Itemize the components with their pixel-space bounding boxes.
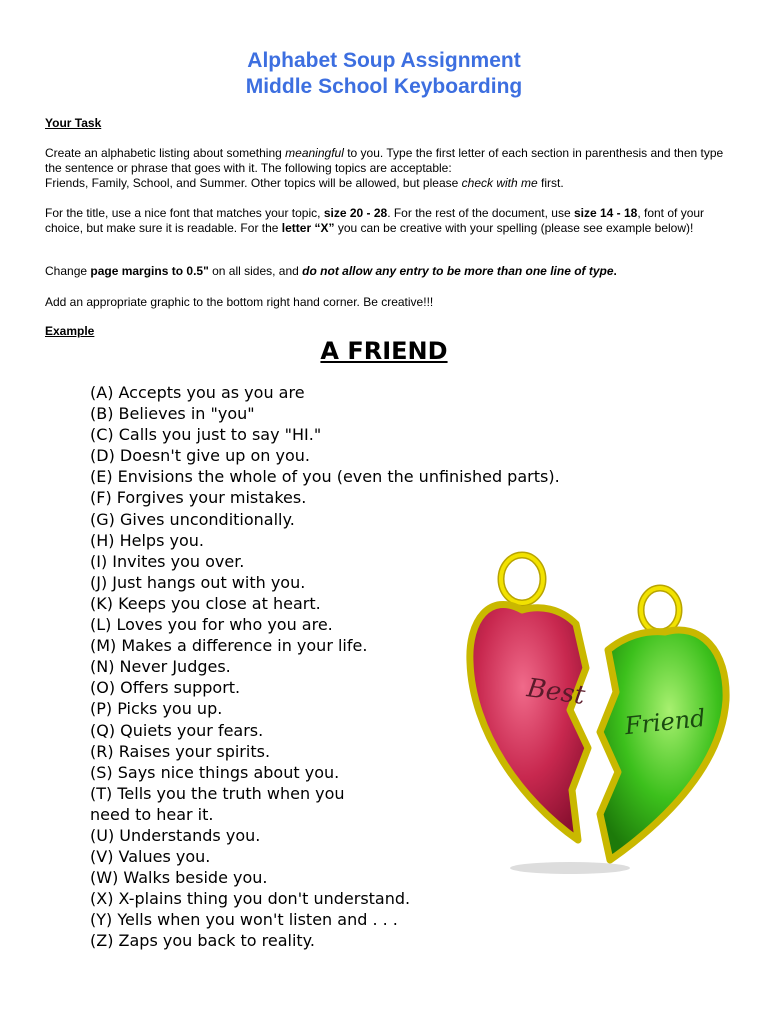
emphasis-letter-x: letter “X” (281, 221, 335, 235)
list-item: (J) Just hangs out with you. (90, 572, 306, 592)
right-heart-half (600, 630, 726, 860)
text-run: . For the rest of the document, use (387, 206, 574, 220)
list-item: (F) Forgives your mistakes. (90, 488, 307, 508)
list-item: (Z) Zaps you back to reality. (90, 931, 315, 951)
list-item: (E) Envisions the whole of you (even the unfinished parts). (90, 467, 560, 487)
best-label: Best (525, 673, 587, 712)
emphasis-margins: page margins to 0.5" (90, 264, 209, 278)
list-item: (G) Gives unconditionally. (90, 509, 295, 529)
list-item: (D) Doesn't give up on you. (90, 446, 310, 466)
emphasis-body-size: size 14 - 18 (573, 206, 638, 220)
list-item: (Q) Quiets your fears. (90, 720, 264, 740)
text-run: , font of your choice, but make sure it is readable. For the (45, 206, 705, 235)
list-item: (M) Makes a difference in your life. (90, 636, 368, 656)
list-item: (L) Loves you for who you are. (90, 615, 333, 635)
list-item: (O) Offers support. (90, 678, 241, 698)
document-title-line2: Middle School Keyboarding (245, 75, 523, 98)
emphasis-check-with-me: check with me (461, 176, 538, 190)
text-run: first. (537, 176, 564, 190)
list-item: (X) X-plains thing you don't understand. (90, 889, 411, 909)
list-item: (A) Accepts you as you are (90, 383, 305, 402)
list-item: (P) Picks you up. (90, 699, 223, 719)
list-item: (Y) Yells when you won't listen and . . . (90, 910, 398, 930)
right-ring-highlight (641, 588, 679, 632)
text-run: you can be creative with your spelling (please see example below)! (334, 221, 694, 235)
task-paragraph-3 (45, 264, 725, 279)
text-run: For the title, use a nice font that matches your topic, (45, 206, 324, 220)
emphasis-meaningful: meaningful (285, 146, 344, 160)
text-run: Friends, Family, School, and Summer. Other topics will be allowed, but please (45, 176, 462, 190)
text-run: Change (45, 264, 91, 278)
list-item: (H) Helps you. (90, 530, 204, 550)
list-item: (N) Never Judges. (90, 657, 231, 677)
list-item: (B) Believes in "you" (90, 404, 255, 424)
shadow (510, 862, 630, 874)
text-run: . (613, 264, 617, 278)
list-item: (C) Calls you just to say "HI." (90, 425, 322, 445)
emphasis-title-size: size 20 - 28 (323, 206, 388, 220)
list-item: (V) Values you. (90, 847, 211, 867)
example-title: A FRIEND (320, 337, 448, 365)
list-item: (U) Understands you. (90, 825, 261, 845)
list-item: need to hear it. (90, 804, 214, 824)
left-ring-highlight (501, 555, 543, 603)
list-item: (S) Says nice things about you. (90, 762, 340, 782)
document-title-line1: Alphabet Soup Assignment (247, 49, 521, 72)
list-item: (K) Keeps you close at heart. (90, 593, 321, 613)
list-item: (R) Raises your spirits. (90, 741, 271, 761)
your-task-heading: Your Task (45, 116, 102, 130)
emphasis-one-line-rule: do not allow any entry to be more than one line of type (302, 264, 614, 278)
text-run: to you. Type the first letter of each section in parenthesis and then type the sentence or phrase that goes with it. The following topics are acceptable: (45, 146, 724, 175)
friend-label: Friend (623, 703, 707, 741)
list-item: (W) Walks beside you. (90, 868, 268, 888)
example-heading: Example (45, 324, 95, 338)
text-run: Create an alphabetic listing about something (45, 146, 286, 160)
left-heart-half (470, 604, 588, 840)
list-item: (I) Invites you over. (90, 551, 245, 571)
text-run: on all sides, and (208, 264, 303, 278)
task-paragraph-2 (45, 206, 725, 236)
list-item: (T) Tells you the truth when you (90, 783, 345, 803)
best-friend-heart-graphic (460, 550, 740, 880)
task-paragraph-1 (45, 146, 725, 191)
task-paragraph-4: Add an appropriate graphic to the bottom right hand corner. Be creative!!! (45, 295, 434, 309)
